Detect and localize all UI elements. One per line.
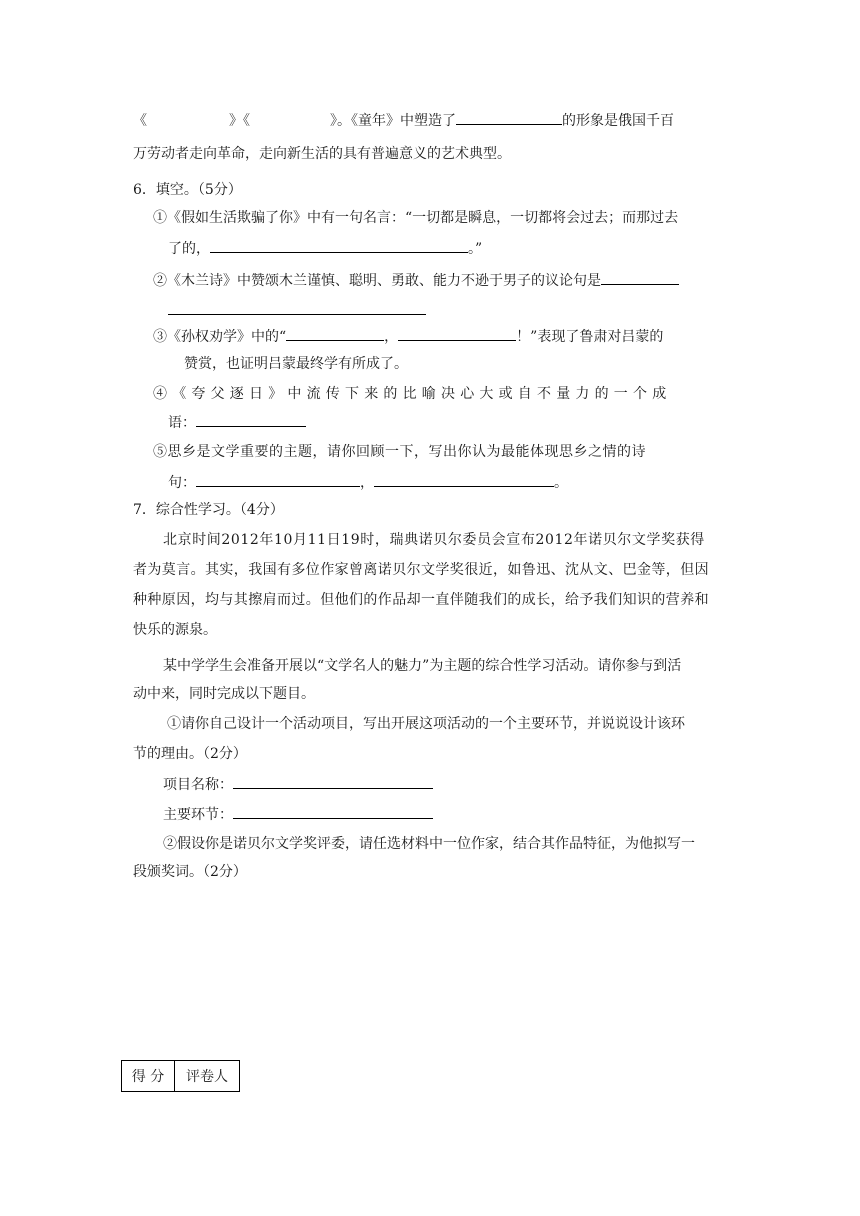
project-name-label: 项目名称： xyxy=(163,777,233,793)
answer-blank[interactable] xyxy=(196,412,306,427)
q6-text: 。 xyxy=(554,475,568,491)
q6-text: 。” xyxy=(468,241,483,257)
intro-text: 》《 xyxy=(229,113,250,129)
q7-paragraph-1-line-4: 快乐的源泉。 xyxy=(133,622,217,638)
main-step-label: 主要环节： xyxy=(163,807,233,823)
intro-line-2: 万劳动者走向革命，走向新生活的具有普遍意义的艺术典型。 xyxy=(133,146,511,162)
q7-subquestion-1-line-2: 节的理由。（2分） xyxy=(133,746,247,762)
grader-cell[interactable]: 评卷人 xyxy=(175,1061,240,1092)
answer-blank[interactable] xyxy=(196,472,360,487)
q6-item-4-line-2 xyxy=(168,412,306,433)
q6-text: 语： xyxy=(168,415,196,431)
score-cell[interactable]: 得 分 xyxy=(122,1061,175,1092)
project-name-row xyxy=(163,774,433,795)
q6-text: ③《孙权劝学》中的“ xyxy=(153,329,287,345)
answer-blank[interactable] xyxy=(286,326,384,341)
score-box xyxy=(121,1060,240,1092)
main-step-row xyxy=(163,804,433,825)
q7-subquestion-2-line-1: ②假设你是诺贝尔文学奖评委，请任选材料中一位作家，结合其作品特征，为他拟写一 xyxy=(163,836,695,852)
intro-text: 《 xyxy=(133,113,147,129)
q7-subquestion-2-line-2: 段颁奖词。（2分） xyxy=(133,864,247,880)
q7-paragraph-1-line-2: 者为莫言。其实，我国有多位作家曾离诺贝尔文学奖很近，如鲁迅、沈从文、巴金等，但因 xyxy=(133,562,709,578)
q6-item-4-line-1: ④《夸父逐日》中流传下来的比喻决心大或自不量力的一个成 xyxy=(153,386,672,402)
answer-blank[interactable] xyxy=(398,326,516,341)
question-7-title: 7．综合性学习。（4分） xyxy=(133,502,284,518)
answer-blank[interactable] xyxy=(210,238,468,253)
q6-text: ②《木兰诗》中赞颂木兰谨慎、聪明、勇敢、能力不逊于男子的议论句是 xyxy=(153,273,601,289)
q6-item-1-line-2 xyxy=(168,238,482,259)
q6-text: ， xyxy=(360,475,374,491)
answer-blank[interactable] xyxy=(168,300,426,315)
q6-item-5-line-1: ⑤思乡是文学重要的主题，请你回顾一下，写出你认为最能体现思乡之情的诗 xyxy=(153,444,646,460)
q6-text: 句： xyxy=(168,475,196,491)
q6-item-3-line-1 xyxy=(153,326,663,347)
q7-paragraph-2-line-1: 某中学学生会准备开展以“文学名人的魅力”为主题的综合性学习活动。请你参与到活 xyxy=(163,658,682,674)
q6-item-2 xyxy=(153,270,679,291)
q7-paragraph-1-line-3: 种种原因，均与其擦肩而过。但他们的作品却一直伴随我们的成长，给予我们知识的营养和 xyxy=(133,592,709,608)
question-6-title: 6．填空。（5分） xyxy=(133,182,242,198)
q6-item-5-line-2 xyxy=(168,472,568,493)
answer-blank[interactable] xyxy=(456,110,562,125)
q7-subquestion-1-line-1: ①请你自己设计一个活动项目，写出开展这项活动的一个主要环节，并说说设计该环 xyxy=(167,716,685,732)
q6-text: ， xyxy=(384,329,399,345)
q6-text: ！”表现了鲁肃对吕蒙的 xyxy=(516,329,664,345)
answer-blank[interactable] xyxy=(601,270,679,285)
q7-paragraph-1-line-1: 北京时间2012年10月11日19时，瑞典诺贝尔委员会宣布2012年诺贝尔文学奖获得 xyxy=(163,532,705,548)
intro-text: 的形象是俄国千百 xyxy=(562,113,674,129)
project-name-field[interactable] xyxy=(233,774,433,789)
q6-item-3-line-2: 赞赏，也证明吕蒙最终学有所成了。 xyxy=(184,356,408,372)
q6-text: 了的， xyxy=(168,241,210,257)
intro-line-1 xyxy=(133,110,674,131)
intro-text: 》。《童年》中塑造了 xyxy=(330,113,456,129)
main-step-field[interactable] xyxy=(233,804,433,819)
q6-item-1-line-1: ①《假如生活欺骗了你》中有一句名言：“一切都是瞬息，一切都将会过去；而那过去 xyxy=(153,210,679,226)
q7-paragraph-2-line-2: 动中来，同时完成以下题目。 xyxy=(133,686,315,702)
answer-blank[interactable] xyxy=(374,472,554,487)
